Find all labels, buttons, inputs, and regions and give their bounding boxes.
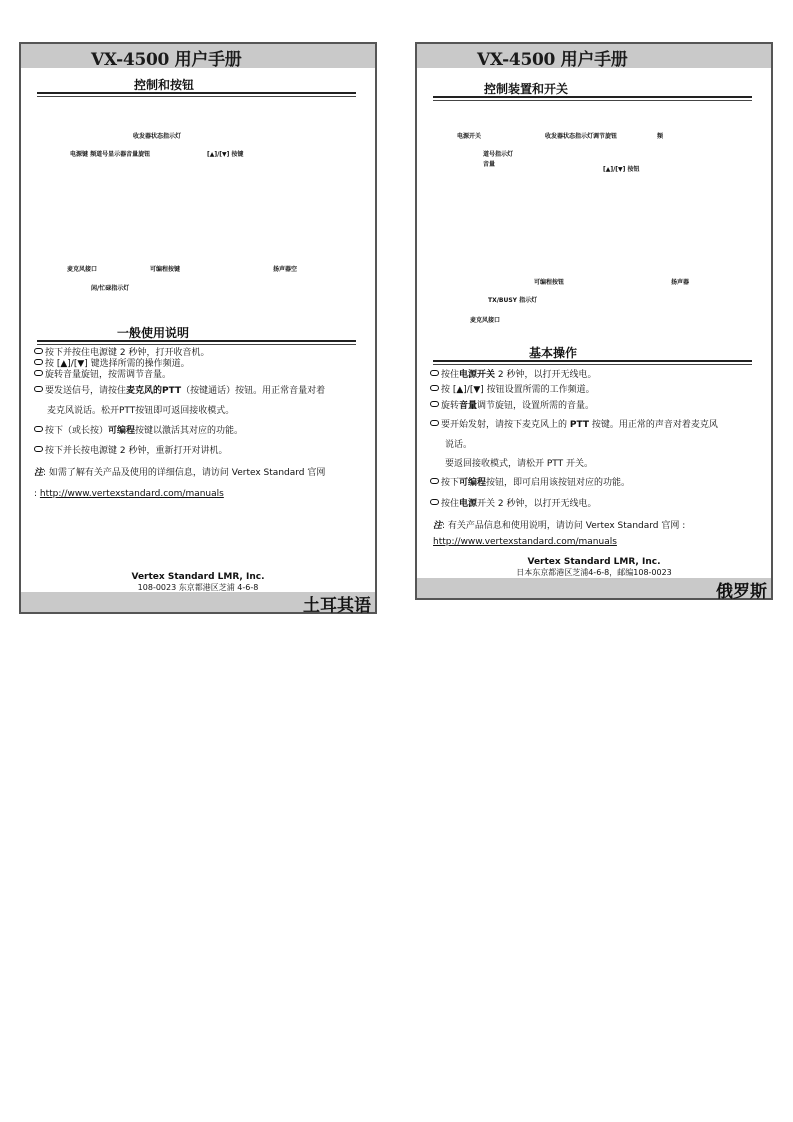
section-general-use <box>37 326 356 342</box>
list-item: 按住电源开关 2 秒钟，以打开无线电。 <box>430 499 759 510</box>
section-controls-switches <box>433 82 752 98</box>
label-freq: 频 <box>657 133 664 140</box>
bullet-icon <box>430 385 439 391</box>
list-item: 按下可编程按钮，即可启用该按钮对应的功能。 <box>430 478 759 489</box>
list-item: 按下（或长按）可编程按键以激活其对应的功能。 <box>34 426 363 437</box>
manual-page-right <box>415 42 773 600</box>
company-name: Vertex Standard LMR, Inc. <box>527 557 661 567</box>
list-item: 旋转音量旋钮，按需调节音量。 <box>34 370 363 381</box>
label-status-led-knob: 收发器状态指示灯调节旋钮 <box>545 133 618 140</box>
list-item: 按 [▲]/[▼] 按钮设置所需的工作频道。 <box>430 385 759 396</box>
footer-bar <box>21 592 375 616</box>
bullet-icon <box>430 401 439 407</box>
language-label: 土耳其语 <box>303 596 371 616</box>
company-name: Vertex Standard LMR, Inc. <box>131 572 265 582</box>
label-power-channel-volume: 电源键 频道号显示器音量旋钮 <box>70 151 151 158</box>
label-volume: 音量 <box>483 161 496 168</box>
section-controls <box>37 78 356 94</box>
section-title: 一般使用说明 <box>117 326 190 340</box>
company-address: 日本东京都港区芝浦4-6-8，邮编108-0023 <box>516 568 672 577</box>
section-title: 控制装置和开关 <box>484 82 569 96</box>
label-mic-jack: 麦克风接口 <box>67 266 98 273</box>
bullet-icon <box>34 370 43 376</box>
bullet-icon <box>430 420 439 426</box>
section-title: 基本操作 <box>529 346 578 360</box>
label-power-switch: 电源开关 <box>457 133 482 140</box>
list-item: 要开始发射，请按下麦克风上的 PTT 按键。用正常的声音对着麦克风 <box>430 420 759 431</box>
list-item: 按 [▲]/[▼] 键选择所需的操作频道。 <box>34 359 363 370</box>
list-item: 旋转音量调节旋钮，设置所需的音量。 <box>430 401 759 412</box>
company-address: 108-0023 东京都港区芝浦 4-6-8 <box>137 583 259 592</box>
manual-page-left <box>19 42 377 614</box>
bullet-icon <box>430 499 439 505</box>
bullet-icon <box>34 446 43 452</box>
list-item: 按下并长按电源键 2 秒钟，重新打开对讲机。 <box>34 446 363 457</box>
label-up-down-button: [▲]/[▼] 按钮 <box>603 166 640 173</box>
note: 注: 如需了解有关产品及使用的详细信息，请访问 Vertex Standard 官网 <box>34 468 326 478</box>
label-programmable-keys: 可编程按键 <box>150 266 181 273</box>
header-bar <box>417 44 771 68</box>
bullet-icon <box>430 478 439 484</box>
label-speaker: 扬声器 <box>671 279 690 286</box>
bullet-icon <box>34 426 43 432</box>
label-busy-led: 闲/忙碌指示灯 <box>91 285 130 292</box>
page-title: VX-4500 用户手册 <box>91 50 242 70</box>
list-item: 要发送信号，请按住麦克风的PTT（按键通话）按钮。用正常音量对着 <box>34 386 363 397</box>
list-item-continued: 说话。 <box>445 440 473 450</box>
bullet-icon <box>34 348 43 354</box>
footer-bar <box>417 578 771 602</box>
label-channel-led: 道号指示灯 <box>483 151 514 158</box>
note-url-line: : http://www.vertexstandard.com/manuals <box>34 489 224 499</box>
language-label: 俄罗斯 <box>716 582 767 602</box>
label-speaker: 扬声器空 <box>273 266 298 273</box>
list-item: 按下并按住电源键 2 秒钟，打开收音机。 <box>34 348 363 359</box>
manuals-link[interactable]: http://www.vertexstandard.com/manuals <box>433 537 617 547</box>
header-bar <box>21 44 375 68</box>
manuals-link[interactable]: http://www.vertexstandard.com/manuals <box>39 489 224 499</box>
bullet-icon <box>34 386 43 392</box>
section-title: 控制和按钮 <box>134 78 195 92</box>
bullet-icon <box>34 359 43 365</box>
list-item: 按住电源开关 2 秒钟，以打开无线电。 <box>430 370 759 381</box>
bullet-icon <box>430 370 439 376</box>
label-programmable-button: 可编程按钮 <box>534 279 565 286</box>
label-up-down-keys: [▲]/[▼] 按键 <box>207 151 244 158</box>
list-item-continued: 麦克风说话。松开PTT按钮即可返回接收模式。 <box>47 406 235 416</box>
note: 注: 有关产品信息和使用说明，请访问 Vertex Standard 官网 : <box>433 521 686 531</box>
label-transceiver-led: 收发器状态指示灯 <box>133 133 182 140</box>
note-url-line <box>433 537 759 548</box>
label-tx-busy: TX/BUSY 指示灯 <box>488 297 538 304</box>
label-mic-jack: 麦克风接口 <box>470 317 501 324</box>
list-item-continued: 要返回接收模式，请松开 PTT 开关。 <box>445 459 593 469</box>
page-title: VX-4500 用户手册 <box>477 50 628 70</box>
section-basic-operation <box>433 346 752 362</box>
